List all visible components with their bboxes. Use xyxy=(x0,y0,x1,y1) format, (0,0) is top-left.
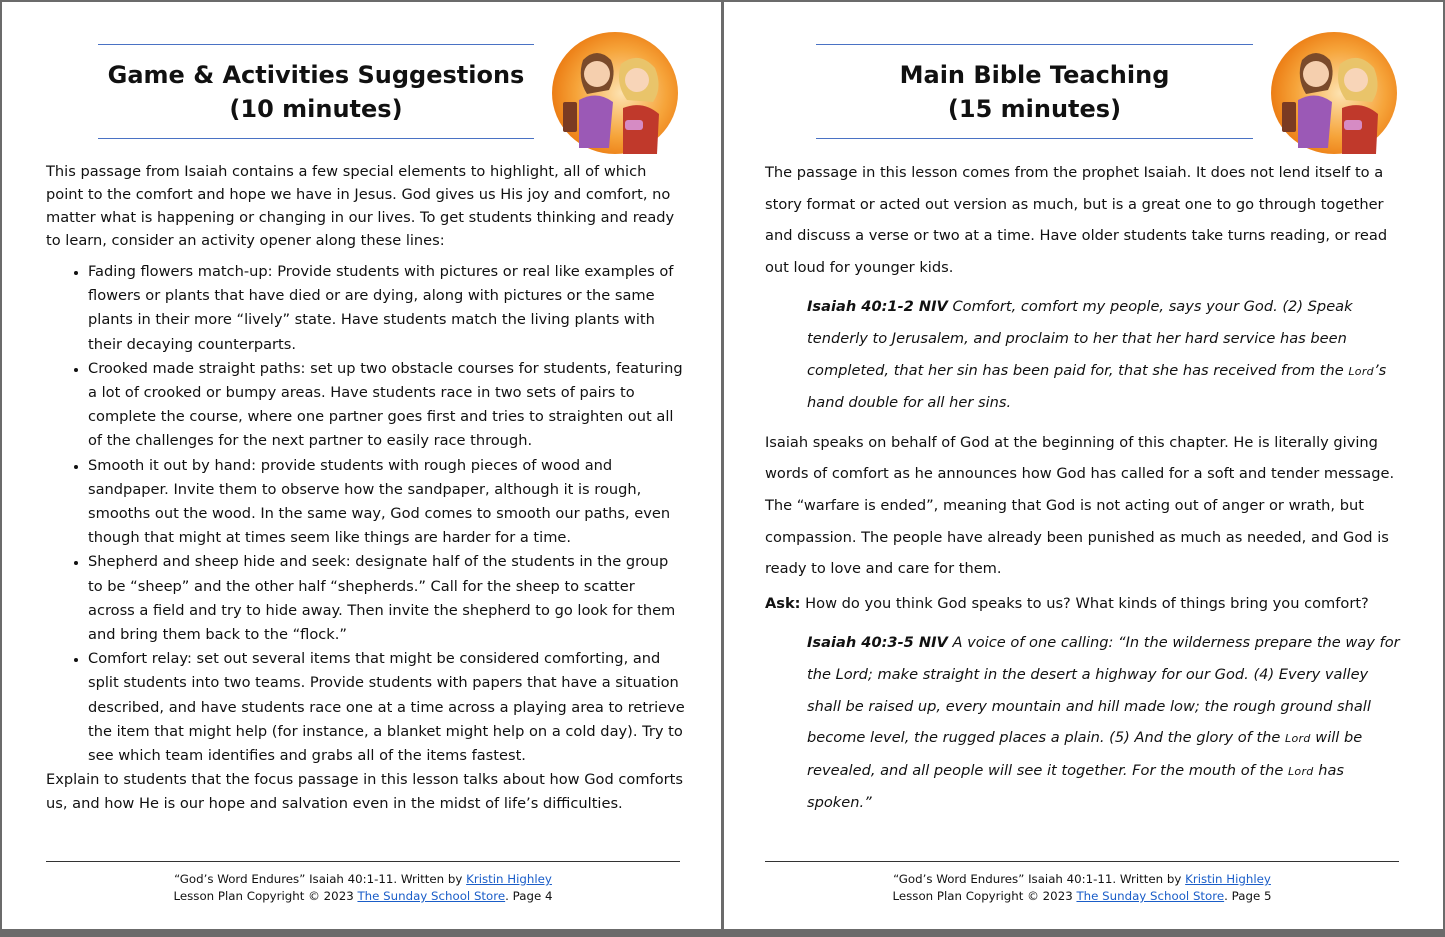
scripture-text: Comfort, comfort my people, says your God. (2) Speak tenderly to Jerusalem, and proclaim to her that her hard service has been completed, that her sin has been paid for, that she has received from the xyxy=(807,298,1353,379)
page-footer xyxy=(765,871,1399,905)
children-clipart-icon xyxy=(1264,30,1398,156)
scripture-quote-1 xyxy=(765,291,1403,418)
author-link[interactable]: Kristin Highley xyxy=(1185,872,1271,886)
ask-label: Ask: xyxy=(765,594,801,612)
explanation-paragraph: Isaiah speaks on behalf of God at the beginning of this chapter. He is literally giving words of comfort as he announces how God has called for a soft and tender message. The “warfare is ended”, meaning that God is not acting out of anger or wrath, but compassion. The people have already been punished as much as needed, and God is ready to love and care for them. xyxy=(765,433,1395,578)
page-number: . Page 4 xyxy=(505,889,553,903)
document-page-5 xyxy=(724,2,1443,929)
activities-body xyxy=(46,160,686,817)
footer-line-2 xyxy=(46,888,680,905)
list-item: • Comfort relay: set out several items that might be considered comforting, and split students into two teams. Provide students with papers that have a situation described, and have students race one at a time across a playing area to retrieve the item that might help (for instance, a blanket might help on a cold day). Try to see which team identifies and grabs all of the items fastest. xyxy=(88,647,686,768)
scripture-text: has spoken.” xyxy=(807,761,1345,812)
footer-citation: “God’s Word Endures” Isaiah 40:1-11. Written by xyxy=(174,872,467,886)
title-line-2: (10 minutes) xyxy=(229,95,403,123)
store-link[interactable]: The Sunday School Store xyxy=(357,889,506,903)
document-page-4 xyxy=(2,2,721,929)
title-rule-top xyxy=(816,44,1253,45)
ask-text: How do you think God speaks to us? What kinds of things bring you comfort? xyxy=(800,594,1369,612)
scripture-quote-2 xyxy=(765,627,1403,819)
title-line-2: (15 minutes) xyxy=(947,95,1122,123)
title-line-1: Game & Activities Suggestions xyxy=(107,61,525,89)
activity-list xyxy=(46,260,686,768)
footer-line-2 xyxy=(765,888,1399,905)
footer-line-1 xyxy=(765,871,1399,888)
scripture-text: ’s hand double for all her sins. xyxy=(807,361,1387,412)
small-caps-lord: Lord xyxy=(1285,732,1311,746)
teaching-body xyxy=(765,157,1403,827)
scripture-text: will be revealed, and all people will see it together. For the mouth of the xyxy=(807,729,1363,779)
title-rule-bottom xyxy=(816,138,1253,139)
footer-line-1 xyxy=(46,871,680,888)
scripture-text: A voice of one calling: “In the wilderness prepare the way for the Lord; make straight in the desert a highway for our God. (4) Every valley shall be raised up, every mountain and hill made low; the rough ground shall become level, the rugged places a plain. (5) And the glory of the xyxy=(807,634,1400,747)
author-link[interactable]: Kristin Highley xyxy=(466,872,552,886)
footer-copyright: Lesson Plan Copyright © 2023 xyxy=(173,889,358,903)
footer-rule xyxy=(765,861,1399,862)
children-clipart-icon xyxy=(545,30,679,156)
small-caps-lord: Lord xyxy=(1348,364,1374,378)
scripture-reference: Isaiah 40:3-5 NIV xyxy=(807,634,948,652)
intro-paragraph: This passage from Isaiah contains a few special elements to highlight, all of which point to the comfort and hope we have in Jesus. God gives us His joy and comfort, no matter what is happening or changing in our lives. To get students thinking and ready to learn, consider an activity opener along these lines: xyxy=(46,163,675,249)
ask-question xyxy=(765,588,1403,620)
title-rule-top xyxy=(98,44,534,45)
page-footer xyxy=(46,871,680,905)
scripture-reference: Isaiah 40:1-2 NIV xyxy=(807,298,948,316)
list-item: • Crooked made straight paths: set up two obstacle courses for students, featuring a lot of crooked or bumpy areas. Have students race in two sets of pairs to complete the course, where one partner goes first and tries to straighten out all of the challenges for the next partner to easily race through. xyxy=(88,357,686,454)
footer-citation: “God’s Word Endures” Isaiah 40:1-11. Written by xyxy=(893,872,1186,886)
list-item: • Fading flowers match-up: Provide students with pictures or real like examples of flowers or plants that have died or are dying, along with pictures or the same plants in their more “lively” state. Have students match the living plants with their decaying counterparts. xyxy=(88,260,686,357)
page-number: . Page 5 xyxy=(1224,889,1272,903)
page-title xyxy=(816,58,1253,126)
list-item: • Smooth it out by hand: provide students with rough pieces of wood and sandpaper. Invite them to observe how the sandpaper, although it is rough, smooths out the wood. In the same way, God comes to smooth our paths, even though that might at times seem like things are harder for a time. xyxy=(88,454,686,551)
page-title xyxy=(98,58,534,126)
title-rule-bottom xyxy=(98,138,534,139)
small-caps-lord: Lord xyxy=(1288,764,1314,778)
footer-rule xyxy=(46,861,680,862)
list-item: • Shepherd and sheep hide and seek: designate half of the students in the group to be “sheep” and the other half “shepherds.” Call for the sheep to scatter across a field and try to hide away. Then invite the shepherd to go look for them and bring them back to the “flock.” xyxy=(88,550,686,647)
intro-paragraph: The passage in this lesson comes from the prophet Isaiah. It does not lend itself to a story format or acted out version as much, but is a great one to go through together and discuss a verse or two at a time. Have older students take turns reading, or read out loud for younger kids. xyxy=(765,164,1388,276)
title-line-1: Main Bible Teaching xyxy=(899,61,1170,89)
store-link[interactable]: The Sunday School Store xyxy=(1076,889,1225,903)
closing-paragraph: Explain to students that the focus passage in this lesson talks about how God comforts us, and how He is our hope and salvation even in the midst of life’s difficulties. xyxy=(46,771,683,813)
footer-copyright: Lesson Plan Copyright © 2023 xyxy=(892,889,1077,903)
